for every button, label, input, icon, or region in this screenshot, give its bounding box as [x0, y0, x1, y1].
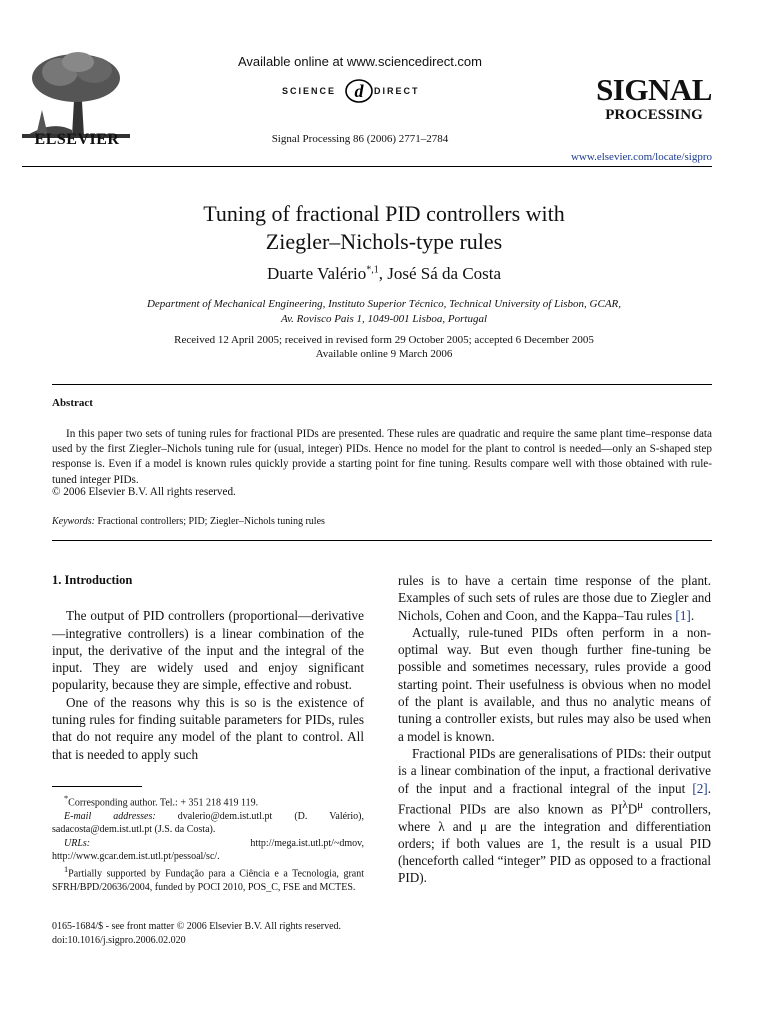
right-column	[398, 572, 711, 887]
abstract-heading: Abstract	[52, 397, 93, 409]
citation-1-link[interactable]: [1]	[675, 607, 691, 623]
journal-logo-line2: PROCESSING	[605, 107, 703, 123]
bottom-info	[52, 920, 452, 948]
footnote-funding	[52, 863, 364, 894]
right-paragraph-1	[398, 572, 711, 624]
email-addresses[interactable]: dvalerio@dem.ist.utl.pt (D. Valério), sadacosta@dem.ist.utl.pt (J.S. da Costa).	[52, 810, 364, 836]
abstract-text: In this paper two sets of tuning rules for fractional PIDs are presented. These rules are quadratic and require the same plant time–response data used by the first Ziegler–Nichols tuning rule for (usual, integer) PIDs. Hence no model for the plant to control is needed—only an S-shaped step response is. Even if a model is known rules quickly provide a starting point for fine tuning. Results compare well with those obtained with rule-tuned integer PIDs.	[52, 428, 712, 486]
url-list[interactable]: http://mega.ist.utl.pt/~dmov, http://www.gcar.dem.ist.utl.pt/pessoal/sc/.	[52, 837, 364, 862]
footnote-2-text: Partially supported by Fundação para a Ciência e a Tecnologia, grant SFRH/BPD/20636/2004, funded by POCI 2010, POS_C, FSE and MCTES.	[52, 868, 364, 894]
header-divider	[22, 166, 712, 167]
journal-reference: Signal Processing 86 (2006) 2771–2784	[271, 133, 449, 145]
footnote-corresponding	[52, 792, 364, 810]
sup-lambda: λ	[622, 798, 628, 811]
article-dates	[40, 333, 728, 361]
author-1[interactable]: Duarte Valério	[266, 264, 367, 283]
abstract-top-rule	[52, 384, 712, 385]
right-p3-text-d: controllers, where λ and μ are the integration and differentiation orders; if both values are 1, the result is a usual PID (henceforth called “integer” PID as opposed to a fractional PID).	[398, 801, 711, 886]
footnote-1-text: Corresponding author. Tel.: + 351 218 419 119.	[68, 797, 259, 809]
sciencedirect-d-icon	[344, 78, 374, 104]
author-list	[40, 264, 728, 284]
footnotes	[52, 792, 364, 895]
dates-line-2: Available online 9 March 2006	[315, 348, 453, 360]
journal-logo-line1: SIGNAL	[596, 72, 712, 107]
left-paragraph-2: One of the reasons why this is so is the existence of tuning rules for finding suitable parameters for PIDs, rules that do not require any model of the plant to control. All that is needed to apply such	[52, 694, 364, 762]
right-p3-text-b: . Fractional PIDs are also known as PI	[398, 780, 711, 817]
right-p3-text-c: D	[627, 801, 638, 817]
keywords	[52, 516, 712, 527]
doi-line[interactable]: doi:10.1016/j.sigpro.2006.02.020	[52, 935, 186, 946]
abstract-copyright: © 2006 Elsevier B.V. All rights reserved.	[52, 486, 236, 498]
sciencedirect-left-word: SCIENCE	[282, 86, 337, 96]
email-label: E-mail addresses:	[64, 810, 156, 822]
author-separator: ,	[378, 264, 388, 283]
footnote-emails	[52, 810, 364, 837]
affiliation-line-1: Department of Mechanical Engineering, Instituto Superior Técnico, Technical University of Lisbon, GCAR,	[146, 298, 622, 310]
issn-line: 0165-1684/$ - see front matter © 2006 Elsevier B.V. All rights reserved.	[52, 921, 342, 932]
right-p1-text: rules is to have a certain time response of the plant. Examples of such sets of rules are those due to Ziegler and Nichols, Cohen and Coon, and the Kappa–Tau rules	[398, 573, 711, 623]
publisher-name: ELSEVIER	[34, 131, 120, 148]
sup-mu: μ	[637, 798, 644, 811]
right-paragraph-2: Actually, rule-tuned PIDs often perform in a non-optimal way. But even though further fine-tuning be possible and sometimes necessary, rules provide a good starting point. Their usefulness is obvious when no model of the plant is available, and thus no analytic means of tuning a controller exists, but rules may also be used when a model is known.	[398, 624, 711, 744]
availability-line[interactable]: Available online at www.sciencedirect.com	[238, 54, 482, 69]
abstract-bottom-rule	[52, 540, 712, 541]
journal-url-link[interactable]: www.elsevier.com/locate/sigpro	[570, 151, 712, 163]
svg-text:d: d	[354, 81, 364, 101]
footnote-urls	[52, 837, 364, 864]
citation-2-link[interactable]: [2]	[692, 780, 708, 796]
dates-line-1: Received 12 April 2005; received in revised form 29 October 2005; accepted 6 December 2005	[174, 334, 594, 346]
section-heading: 1. Introduction	[52, 573, 133, 587]
author-2[interactable]: José Sá da Costa	[387, 264, 502, 283]
sciencedirect-right-word: DIRECT	[374, 86, 420, 96]
keywords-label: Keywords:	[52, 516, 95, 527]
abstract-body	[52, 427, 712, 488]
right-p3-text-a: Fractional PIDs are generalisations of PIDs: their output is a linear combination of the input, a fractional derivative of the input and a fractional integral of the input	[398, 745, 711, 796]
title-line-2: Ziegler–Nichols-type rules	[265, 229, 503, 254]
right-paragraph-3	[398, 745, 711, 887]
footnote-rule	[52, 786, 142, 787]
affiliation-line-2: Av. Rovisco Pais 1, 1049-001 Lisboa, Portugal	[280, 313, 488, 325]
article-title	[40, 200, 728, 256]
author-1-marks[interactable]: *,1	[366, 264, 379, 276]
left-paragraph-1: The output of PID controllers (proportional—derivative—integrative controllers) is a linear combination of the input, the derivative of the input and the integral of the input. They are widely used and enjoy significant popularity, because they are simple, effective and robust.	[52, 608, 364, 693]
urls-label: URLs:	[64, 837, 91, 849]
left-column	[52, 572, 364, 763]
right-p1-end: .	[690, 607, 695, 623]
keywords-list: Fractional controllers; PID; Ziegler–Nichols tuning rules	[97, 516, 325, 527]
footnote-1-mark: *	[64, 794, 69, 803]
affiliation	[40, 297, 728, 327]
footnote-2-mark: 1	[64, 865, 69, 875]
title-line-1: Tuning of fractional PID controllers with	[203, 201, 565, 226]
